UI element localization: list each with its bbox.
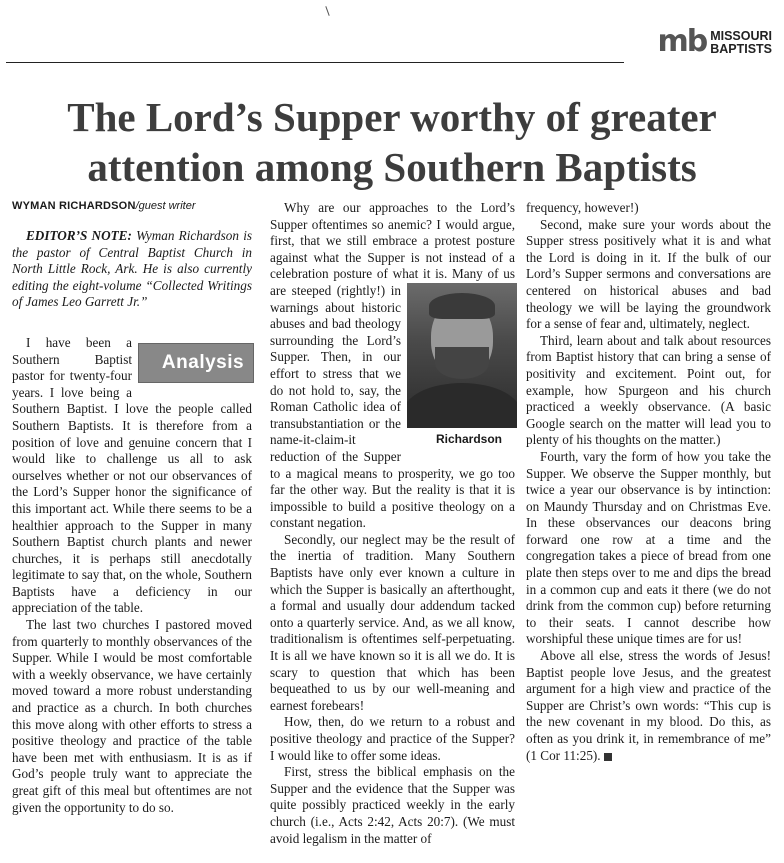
article-paragraph: Second, make sure your words about the Supper stress positively what it is and what the Lord is doing in it. If the bulk of our Lord’s Supper sermons and conversations are centered on historical abuses and bad theology we will be laying the groundwork for a sense of fear and, ultimately, neglect. <box>526 216 771 332</box>
byline-role: /guest writer <box>135 200 196 212</box>
article-column-1 <box>12 228 252 816</box>
paragraph-text: Above all else, stress the words of Jesus! Baptist people love Jesus, and the greatest argument for a high view and practice of the Supper are Christ’s own words: “This cup is the new covenant in my blood. Do this, as often as you drink it, in remembrance of me” (1 Cor 11:25). <box>526 648 771 763</box>
paragraph-text: I have been a Southern Baptist pastor for twenty-four years. I love being a Southern Baptist. I love the people called Southern Baptists. It is therefore from a position of love and genuine concern that I would like to challenge us all to ask ourselves whether or not our observances of the Lord’s Supper honor the significance of this important act. While there seems to be a healthier approach to the Supper in many Southern Baptist church plants and newer churches, it is perhaps still anecdotally legitimate to say that, on the whole, Southern Baptists have a deficiency in our appreciation of the table. <box>12 334 252 616</box>
article-paragraph: frequency, however!) <box>526 200 639 215</box>
article-paragraph <box>526 648 771 764</box>
article-column-2 <box>270 200 515 847</box>
article-paragraph: First, stress the biblical emphasis on the Supper and the evidence that the Supper was quite possibly practiced weekly in the early church (i.e., Acts 2:42, Acts 20:7). (We must avoid legalism in the matter of <box>270 764 515 846</box>
end-of-article-icon <box>604 753 612 761</box>
article-column-3 <box>526 200 771 764</box>
logo-text <box>710 22 772 56</box>
article-paragraph: Fourth, vary the form of how you take the Supper. We observe the Supper monthly, but twice a year our observance is by intinction: on Maundy Thursday and on Christmas Eve. In these observances our deacons bring forward one row at a time and the congregation takes a piece of bread from one plate then steps over to me and dips the bread in a common cup and eats it there (we do not drink from the common cup) before returning to their seats. I cannot describe how worshipful these unique times are for us! <box>526 448 771 647</box>
paragraph-text: Why are our approaches to the Lord’s Supper oftentimes so anemic? I would argue, first, that we still embrace a protest posture against what the Supper is not instead of a celebration posture of what it is. Many of us are steeped (rightly!) in <box>270 200 515 298</box>
article-paragraph <box>12 335 252 617</box>
author-photo <box>407 283 517 428</box>
byline-author: WYMAN RICHARDSON <box>12 200 136 212</box>
masthead-rule <box>6 62 624 63</box>
article-paragraph: How, then, do we return to a robust and positive theology and practice of the Supper? I would like to offer some ideas. <box>270 714 515 763</box>
byline <box>12 200 196 212</box>
stray-mark <box>325 6 329 16</box>
article-paragraph: The last two churches I pastored moved from quarterly to monthly observances of the Supper. While I would be most comfortable with a weekly observance, we have certainly moved toward a more robust understanding and practice as a church. In both churches this move along with other efforts to stress a positive theology and practice of the table have been met with enthusiasm. It is as if God’s people truly want to appreciate the great gift of this meal but oftentimes are not given the opportunity to do so. <box>12 617 252 815</box>
analysis-badge: Analysis <box>138 343 254 383</box>
author-photo-block <box>407 283 517 448</box>
editors-note <box>12 228 252 311</box>
missouri-baptists-logo <box>657 22 772 62</box>
logo-mark: mb <box>657 24 707 59</box>
editors-note-text: Wyman Richardson is the pastor of Central Baptist Church in North Little Rock, Ark. He is also currently editing the eight-volume “Collected Writings of James Leo Garrett Jr.” <box>12 228 252 310</box>
photo-caption: Richardson <box>435 431 502 446</box>
logo-line-1: MISSOURI <box>710 29 772 43</box>
article-paragraph <box>270 200 515 532</box>
logo-line-2: BAPTISTS <box>710 42 772 56</box>
editors-note-label: EDITOR’S NOTE: <box>26 228 132 243</box>
article-paragraph: Third, learn about and talk about resources from Baptist history that can bring a sense of positivity and excitement. Point out, for example, how Spurgeon and his church practiced a weekly observance. (A basic Google search on the matter will lead you to plenty of his thoughts on the matter.) <box>526 332 771 448</box>
headline: The Lord’s Supper worthy of greater attention among Southern Baptists <box>67 94 717 190</box>
masthead <box>0 20 784 64</box>
article-paragraph: Secondly, our neglect may be the result of the inertia of tradition. Many Southern Baptists have only ever known a culture in which the Supper is basically an afterthought, a formal and usually dour addendum tacked onto a quarterly service. And, as we all know, traditionalism is oftentimes self-perpetuating. It is all we have known so it is all we do. It is scary to question that which has been bequeathed to us by our well-meaning and earnest forebears! <box>270 531 515 713</box>
paragraph-text: warnings about historic abuses and bad theology surrounding the Lord’s Supper. Then, in our effort to stress that we do not hold to, say, the Roman Catholic idea of transubstantiation or the name-it-claim-it reduction of the Supper to a magical means to prosperity, we go too far the other way. But the reality is that it is impossible to build a positive theology on a constant negation. <box>270 299 515 531</box>
